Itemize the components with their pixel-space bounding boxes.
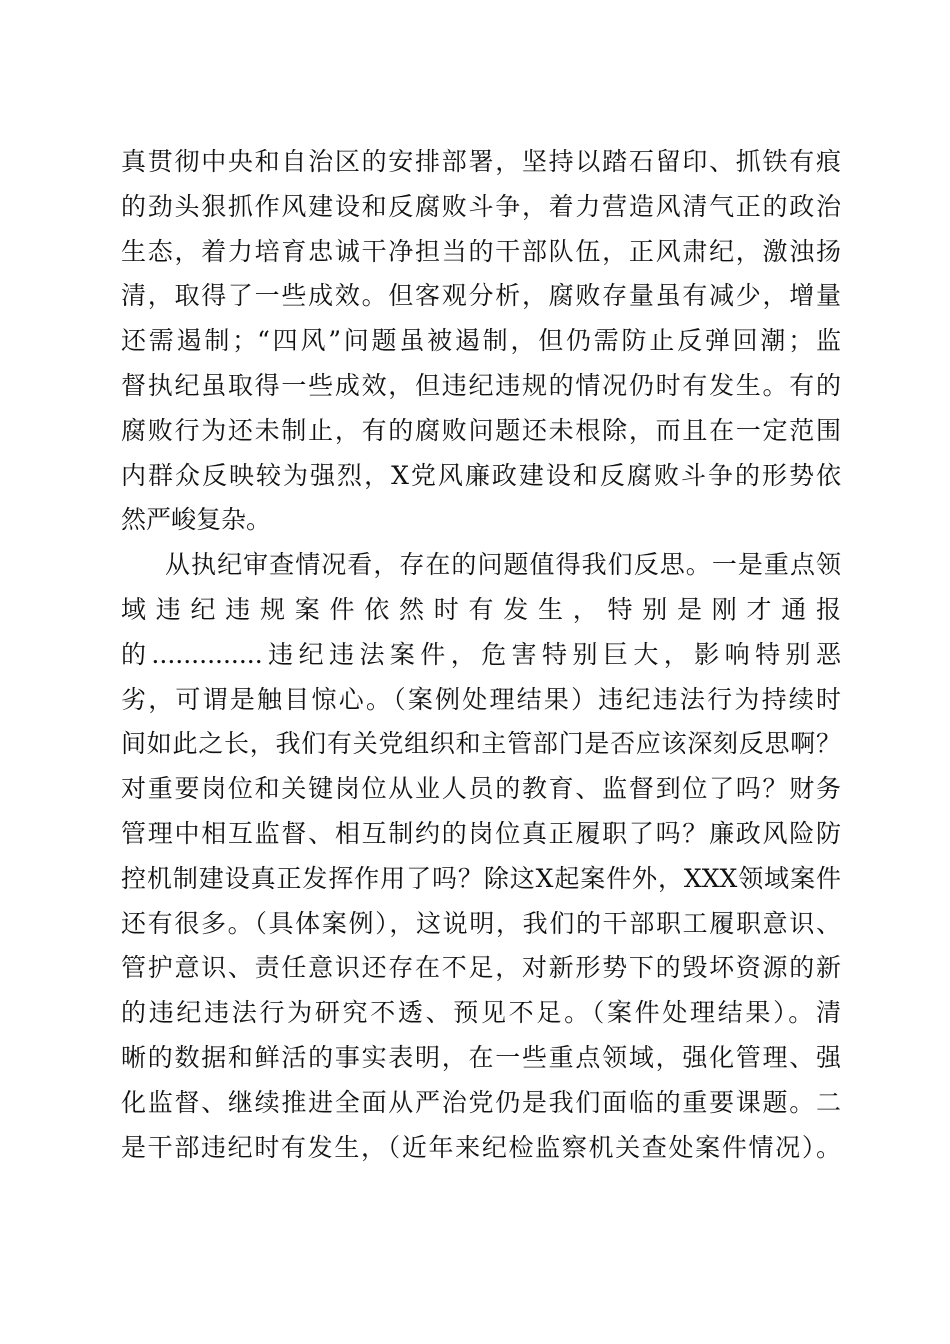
text-line-18: 还有很多。（具体案例），这说明，我们的干部职工履职意识、 bbox=[121, 908, 841, 938]
text-line-1: 真贯彻中央和自治区的安排部署，坚持以踏石留印、抓铁有痕 bbox=[121, 147, 841, 176]
text-line-22: 化监督、继续推进全面从严治党仍是我们面临的重要课题。二 bbox=[121, 1087, 841, 1117]
text-line-15: 对重要岗位和关键岗位从业人员的教育、监督到位了吗？财务 bbox=[121, 774, 841, 804]
text-line-14: 间如此之长，我们有关党组织和主管部门是否应该深刻反思啊？ bbox=[121, 729, 841, 759]
text-line-6: 督执纪虽取得一些成效，但违纪违规的情况仍时有发生。有的 bbox=[121, 370, 841, 400]
text-line-12: 的..............违纪违法案件，危害特别巨大，影响特别恶 bbox=[121, 639, 841, 669]
text-line-19: 管护意识、责任意识还存在不足，对新形势下的毁坏资源的新 bbox=[121, 953, 841, 983]
text-line-11: 域违纪违规案件依然时有发生，特别是刚才通报 bbox=[121, 594, 841, 624]
text-line-8: 内群众反映较为强烈，X党风廉政建设和反腐败斗争的形势依 bbox=[121, 460, 841, 490]
text-line-20: 的违纪违法行为研究不透、预见不足。（案件处理结果）。清 bbox=[121, 998, 841, 1028]
text-line-4: 清，取得了一些成效。但客观分析，腐败存量虽有减少，增量 bbox=[121, 281, 841, 311]
text-line-9: 然严峻复杂。 bbox=[121, 505, 272, 535]
text-line-2: 的劲头狠抓作风建设和反腐败斗争，着力营造风清气正的政治 bbox=[121, 191, 841, 221]
text-line-5: 还需遏制；“四风”问题虽被遏制，但仍需防止反弹回潮；监 bbox=[121, 326, 841, 356]
text-line-13: 劣，可谓是触目惊心。（案例处理结果）违纪违法行为持续时 bbox=[121, 684, 841, 714]
text-line-7: 腐败行为还未制止，有的腐败问题还未根除，而且在一定范围 bbox=[121, 415, 841, 445]
text-line-16: 管理中相互监督、相互制约的岗位真正履职了吗？廉政风险防 bbox=[121, 818, 841, 848]
text-line-17: 控机制建设真正发挥作用了吗？除这X起案件外，XXX领域案件 bbox=[121, 863, 841, 893]
document-body bbox=[121, 140, 841, 1170]
paragraph-2-first-line: 从执纪审查情况看，存在的问题值得我们反思。一是重点领 bbox=[165, 550, 841, 580]
text-line-3: 生态，着力培育忠诚干净担当的干部队伍，正风肃纪，激浊扬 bbox=[121, 236, 841, 266]
text-line-23: 是干部违纪时有发生，（近年来纪检监察机关查处案件情况）。 bbox=[121, 1132, 841, 1162]
text-line-21: 晰的数据和鲜活的事实表明，在一些重点领域，强化管理、强 bbox=[121, 1042, 841, 1072]
